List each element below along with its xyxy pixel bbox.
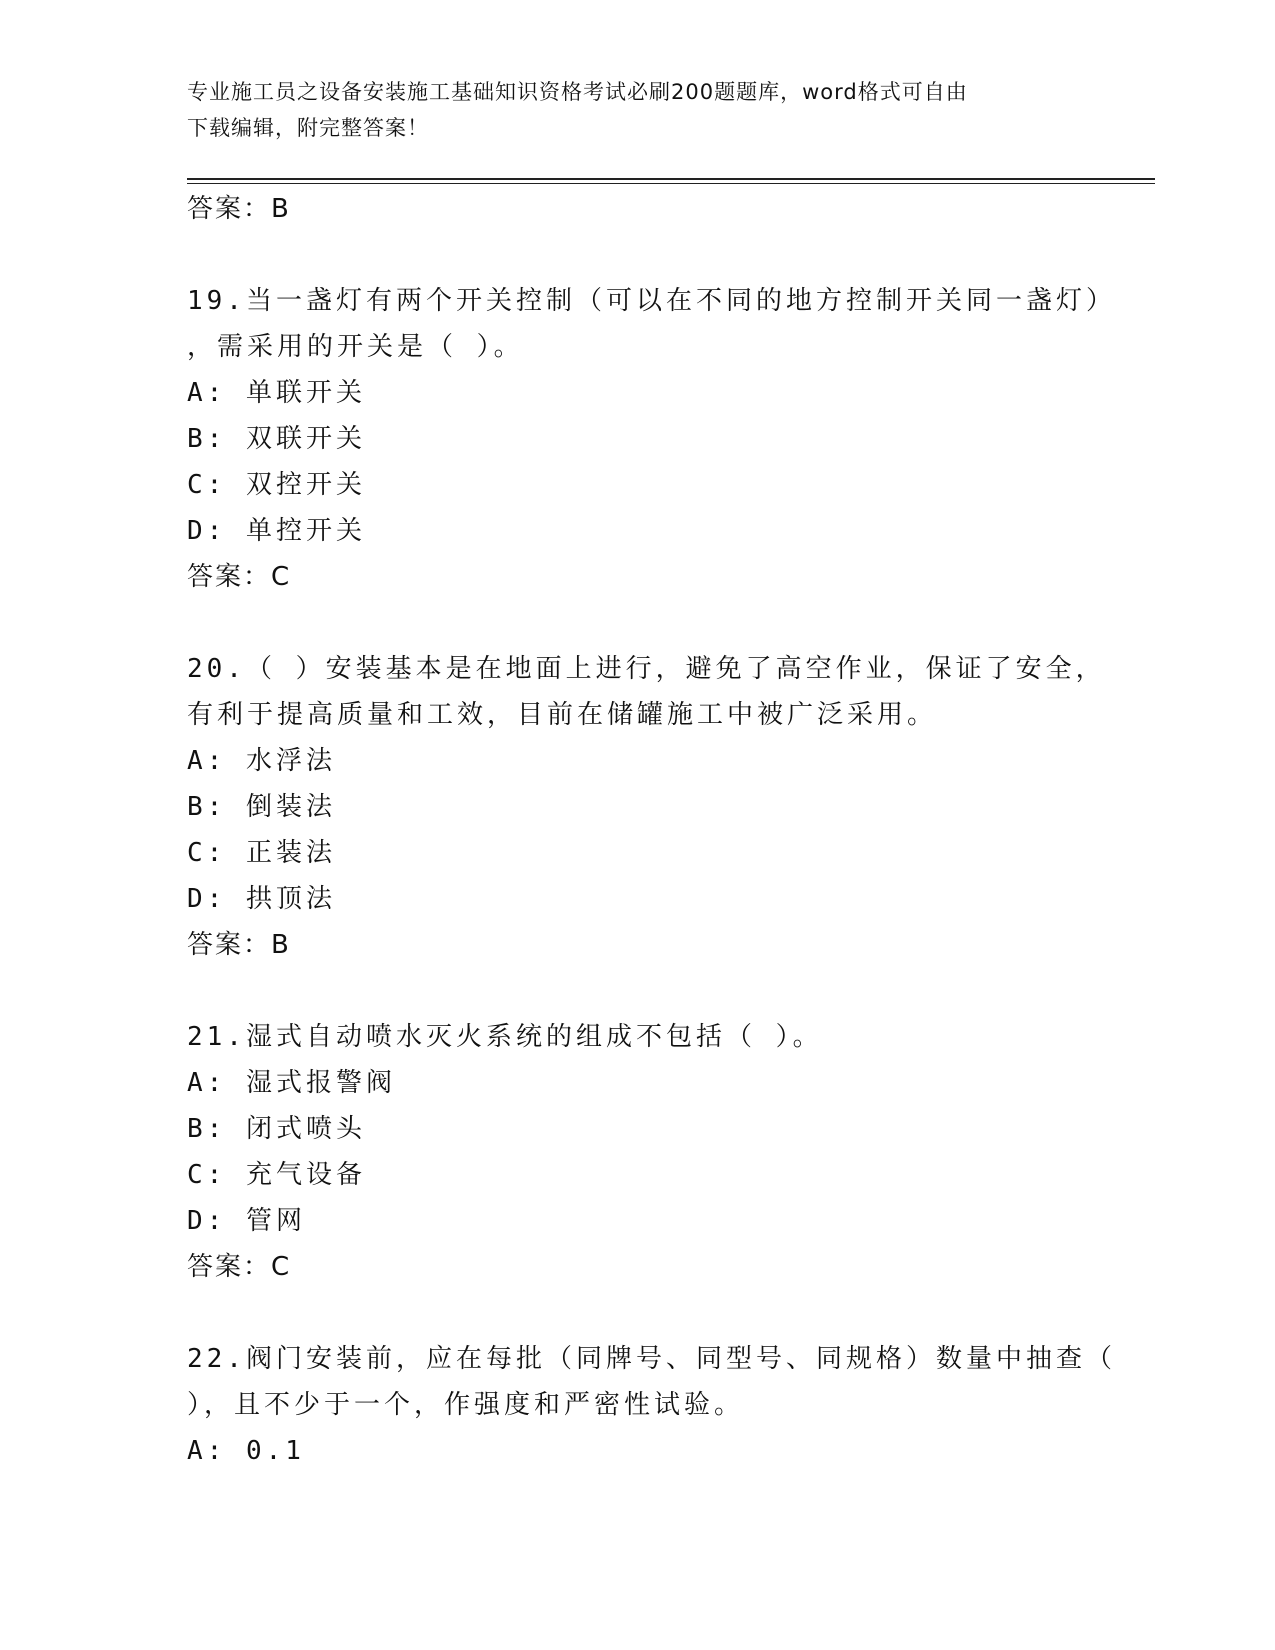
question-text: 21.湿式自动喷水灭火系统的组成不包括（ ）。	[187, 1022, 823, 1052]
option-b: B: 双联开关	[187, 424, 366, 454]
question-20	[187, 646, 1106, 968]
question-text: 19.当一盏灯有两个开关控制（可以在不同的地方控制开关同一盏灯）	[187, 286, 1116, 316]
option-a: A: 水浮法	[187, 746, 336, 776]
answer-previous: 答案：B	[187, 194, 291, 224]
header-line-2: 下载编辑，附完整答案！	[187, 116, 429, 140]
question-text: ），且不少于一个，作强度和严密性试验。	[187, 1390, 745, 1420]
option-d: D: 管网	[187, 1206, 306, 1236]
option-a: A: 0.1	[187, 1436, 305, 1466]
option-d: D: 单控开关	[187, 516, 366, 546]
option-a: A: 湿式报警阀	[187, 1068, 396, 1098]
question-22	[187, 1336, 1116, 1474]
option-b: B: 倒装法	[187, 792, 336, 822]
option-d: D: 拱顶法	[187, 884, 336, 914]
header-divider-thin	[187, 183, 1155, 184]
document-header	[187, 74, 1067, 146]
question-text: 20.（ ）安装基本是在地面上进行，避免了高空作业，保证了安全，	[187, 654, 1106, 684]
header-divider-thick	[187, 178, 1155, 180]
question-21	[187, 1014, 1087, 1290]
option-a: A: 单联开关	[187, 378, 366, 408]
question-19	[187, 278, 1116, 600]
header-line-1: 专业施工员之设备安装施工基础知识资格考试必刷200题题库，word格式可自由	[187, 80, 968, 104]
answer: 答案：B	[187, 930, 291, 960]
question-text: ，需采用的开关是（ ）。	[187, 332, 524, 362]
question-text: 22.阀门安装前，应在每批（同牌号、同型号、同规格）数量中抽查（	[187, 1344, 1116, 1374]
option-c: C: 正装法	[187, 838, 336, 868]
answer: 答案：C	[187, 562, 292, 592]
question-list	[187, 186, 1116, 1474]
option-c: C: 双控开关	[187, 470, 366, 500]
answer: 答案：C	[187, 1252, 292, 1282]
option-b: B: 闭式喷头	[187, 1114, 366, 1144]
question-text: 有利于提高质量和工效，目前在储罐施工中被广泛采用。	[187, 700, 938, 730]
option-c: C: 充气设备	[187, 1160, 366, 1190]
